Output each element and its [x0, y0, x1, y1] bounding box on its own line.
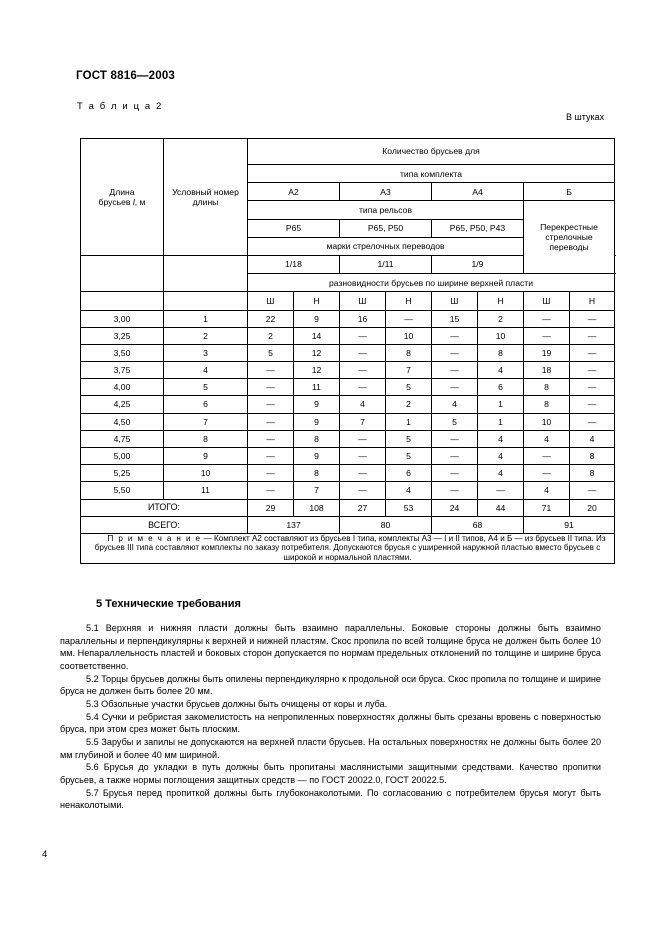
cell-v3: 5	[386, 379, 432, 396]
cell-v4: —	[432, 327, 478, 344]
switch-mark-2: 1/11	[340, 255, 432, 273]
cell-v3: 4	[386, 482, 432, 499]
header-crossing-switches	[524, 201, 615, 274]
header-length-line2a: брусьев	[98, 196, 133, 207]
width-subheader-5: Н	[478, 292, 524, 310]
cell-number: 11	[164, 482, 248, 499]
table-row	[81, 362, 615, 379]
width-subheader-2: Ш	[340, 292, 386, 310]
rail-type-1: Р65	[248, 219, 340, 237]
cell-number: 8	[164, 430, 248, 447]
subtotal-label: ИТОГО:	[81, 499, 248, 516]
cell-length: 4,50	[81, 413, 164, 430]
subtotal-v7: 20	[570, 499, 615, 516]
width-subheader-3: Н	[386, 292, 432, 310]
cell-v2: —	[340, 327, 386, 344]
cell-v1: 8	[294, 465, 340, 482]
crossing-line2: стрелочные	[545, 232, 593, 243]
paragraph-5-5: 5.5 Зарубы и запилы не допускаются на верхней пласти брусьев. На остальных поверхностях не должны быть более 20 мм глубиной и более 40 мм шириной.	[60, 737, 601, 760]
cell-v7: 4	[570, 430, 615, 447]
cell-v6: 19	[524, 344, 570, 361]
grandtotal-v2: 68	[432, 516, 524, 533]
cell-v0: —	[248, 448, 294, 465]
note-text: — Комплект А2 составляют из брусьев I типа, комплекты А3 — I и II типов, А4 и Б — из брусьев II типа. Из брусьев III типа составляют комплекты по заказу потребителя. Допускаются брусья с уширенной наружной пластью вместо брусьев с широкой и нормальной пластями.	[94, 533, 606, 563]
grandtotal-v1: 80	[340, 516, 432, 533]
cell-number: 3	[164, 344, 248, 361]
cell-v7: —	[570, 362, 615, 379]
cell-v0: —	[248, 396, 294, 413]
cell-v7: —	[570, 413, 615, 430]
spacer-number-col-2	[164, 292, 248, 310]
spacer-number-col	[164, 255, 248, 291]
header-kit-type: типа комплекта	[248, 165, 615, 183]
cell-v0: —	[248, 482, 294, 499]
cell-v2: —	[340, 448, 386, 465]
cell-v0: —	[248, 362, 294, 379]
header-switch-marks: марки стрелочных переводов	[248, 237, 524, 255]
cell-v7: —	[570, 482, 615, 499]
rail-type-3: Р65, Р50, Р43	[432, 219, 524, 237]
header-rail-type: типа рельсов	[248, 201, 524, 219]
paragraph-5-7: 5.7 Брусья перед пропиткой должны быть глубоконаколотыми. По согласованию с потребителем брусья могут быть ненаколотыми.	[60, 787, 601, 811]
cell-number: 6	[164, 396, 248, 413]
cell-number: 1	[164, 310, 248, 327]
subtotal-v6: 71	[524, 499, 570, 516]
cell-v7: —	[570, 379, 615, 396]
cell-v6: —	[524, 327, 570, 344]
cell-length: 3,75	[81, 362, 164, 379]
cell-v4: —	[432, 344, 478, 361]
cell-v5: 4	[478, 465, 524, 482]
cell-v5: 8	[478, 344, 524, 361]
paragraph-5-6: 5.6 Брусья до укладки в путь должны быть пропитаны маслянистыми защитными средствами. Качество пропитки брусьев, а также нормы поглощения защитных средств — по ГОСТ 20022.0, ГОСТ 20022.5.	[60, 762, 601, 786]
table-row	[81, 379, 615, 396]
cell-v5: 4	[478, 362, 524, 379]
cell-v4: —	[432, 362, 478, 379]
cell-v0: 2	[248, 327, 294, 344]
cell-v4: —	[432, 448, 478, 465]
cell-length: 5,00	[81, 448, 164, 465]
cell-length: 3,50	[81, 344, 164, 361]
paragraph-5-4: 5.4 Сучки и ребристая закомелистость на непропиленных поверхностях должны быть срезаны вровень с поверхностью бруса, при этом срез может быть плоским.	[60, 711, 601, 735]
cell-v6: 4	[524, 430, 570, 447]
spacer-length-col	[81, 255, 164, 291]
grandtotal-row	[81, 516, 615, 533]
cell-length: 4,00	[81, 379, 164, 396]
cell-v3: 5	[386, 430, 432, 447]
cell-v1: 8	[294, 430, 340, 447]
cell-v7: —	[570, 344, 615, 361]
cell-v1: 12	[294, 344, 340, 361]
cell-v7: 8	[570, 465, 615, 482]
cell-number: 9	[164, 448, 248, 465]
cell-v3: —	[386, 310, 432, 327]
header-length	[81, 139, 164, 256]
cell-v2: 16	[340, 310, 386, 327]
cell-v1: 9	[294, 448, 340, 465]
cell-v5: 4	[478, 430, 524, 447]
kit-type-a3: А3	[340, 183, 432, 201]
table-row	[81, 482, 615, 499]
cell-v0: —	[248, 413, 294, 430]
spacer-length-col-2	[81, 292, 164, 310]
cell-v4: 15	[432, 310, 478, 327]
cell-v4: 4	[432, 396, 478, 413]
table-row	[81, 430, 615, 447]
cell-length: 5,25	[81, 465, 164, 482]
cell-number: 10	[164, 465, 248, 482]
header-nominal-number	[164, 139, 248, 256]
cell-v6: —	[524, 465, 570, 482]
units-label: В штуках	[566, 112, 605, 122]
cell-v0: 5	[248, 344, 294, 361]
cell-v3: 1	[386, 413, 432, 430]
table-row	[81, 344, 615, 361]
table-row	[81, 396, 615, 413]
subtotal-v4: 24	[432, 499, 478, 516]
cell-v4: —	[432, 430, 478, 447]
cell-v7: —	[570, 327, 615, 344]
paragraph-5-2: 5.2 Торцы брусьев должны быть опилены перпендикулярно к продольной оси бруса. Скос пропила по толщине и ширине бруса не должен быть более 20 мм.	[60, 673, 601, 697]
cell-v0: —	[248, 465, 294, 482]
subtotal-v2: 27	[340, 499, 386, 516]
cell-v6: —	[524, 448, 570, 465]
cell-v4: —	[432, 379, 478, 396]
cell-v6: 4	[524, 482, 570, 499]
cell-v2: —	[340, 344, 386, 361]
cell-v6: 10	[524, 413, 570, 430]
cell-v6: 18	[524, 362, 570, 379]
note-row	[81, 533, 615, 563]
cell-v1: 12	[294, 362, 340, 379]
cell-v0: —	[248, 430, 294, 447]
cell-number: 7	[164, 413, 248, 430]
cell-v3: 8	[386, 344, 432, 361]
cell-v6: —	[524, 310, 570, 327]
rail-type-2: Р65, Р50	[340, 219, 432, 237]
cell-v4: —	[432, 482, 478, 499]
header-quantity-for: Количество брусьев для	[248, 139, 615, 165]
cell-length: 3,00	[81, 310, 164, 327]
table-row	[81, 413, 615, 430]
table-note	[81, 533, 615, 563]
paragraph-5-1: 5.1 Верхняя и нижняя пласти должны быть взаимно параллельны. Боковые стороны должны быть взаимно параллельны и перпендикулярны к верхней и нижней пластям. Скос пропила по всей толщине бруса не должен быть более 10 мм. Непараллельность пластей и боковых сторон допускается по нормам предельных отклонений по толщине и ширине бруса соответственно.	[60, 623, 601, 672]
width-subheader-0: Ш	[248, 292, 294, 310]
cell-v3: 6	[386, 465, 432, 482]
paragraph-5-3: 5.3 Обзольные участки брусьев должны быть очищены от коры и луба.	[86, 699, 388, 710]
cell-v7: —	[570, 396, 615, 413]
switch-mark-3: 1/9	[432, 255, 524, 273]
grandtotal-v0: 137	[248, 516, 340, 533]
cell-v7: —	[570, 310, 615, 327]
width-subheader-7: Н	[570, 292, 615, 310]
crossing-line3: переводы	[549, 242, 589, 253]
width-subheader-6: Ш	[524, 292, 570, 310]
cell-v2: —	[340, 379, 386, 396]
cell-v4: —	[432, 465, 478, 482]
cell-v7: 8	[570, 448, 615, 465]
header-length-line2b: , м	[134, 196, 146, 207]
cell-number: 2	[164, 327, 248, 344]
subtotal-v0: 29	[248, 499, 294, 516]
cell-v3: 10	[386, 327, 432, 344]
specification-table	[80, 138, 615, 564]
section-body	[60, 622, 601, 812]
table-row	[81, 310, 615, 327]
table-row	[81, 465, 615, 482]
cell-number: 5	[164, 379, 248, 396]
subtotal-v1: 108	[294, 499, 340, 516]
cell-length: 3,25	[81, 327, 164, 344]
cell-v6: 8	[524, 379, 570, 396]
cell-number: 4	[164, 362, 248, 379]
cell-v3: 5	[386, 448, 432, 465]
cell-v1: 14	[294, 327, 340, 344]
cell-length: 5,50	[81, 482, 164, 499]
table-row	[81, 327, 615, 344]
width-subheader-1: Н	[294, 292, 340, 310]
cell-v3: 7	[386, 362, 432, 379]
cell-v2: —	[340, 482, 386, 499]
cell-v6: 8	[524, 396, 570, 413]
table-caption: Т а б л и ц а 2	[77, 101, 163, 112]
cell-v5: 6	[478, 379, 524, 396]
grandtotal-label: ВСЕГО:	[81, 516, 248, 533]
cell-v2: —	[340, 465, 386, 482]
cell-v5: 1	[478, 413, 524, 430]
table-2	[80, 138, 614, 564]
section-heading: 5 Технические требования	[96, 598, 241, 610]
standard-number: ГОСТ 8816—2003	[76, 70, 176, 82]
subtotal-v3: 53	[386, 499, 432, 516]
subtotal-row	[81, 499, 615, 516]
cell-v0: 22	[248, 310, 294, 327]
cell-v5: 4	[478, 448, 524, 465]
crossing-line1: Перекрестные	[540, 222, 598, 233]
cell-v2: 7	[340, 413, 386, 430]
cell-v3: 2	[386, 396, 432, 413]
kit-type-a2: А2	[248, 183, 340, 201]
table-row	[81, 448, 615, 465]
width-subheader-4: Ш	[432, 292, 478, 310]
cell-v4: 5	[432, 413, 478, 430]
kit-type-a4: А4	[432, 183, 524, 201]
cell-v5: —	[478, 482, 524, 499]
grandtotal-v3: 91	[524, 516, 615, 533]
page-number: 4	[42, 849, 48, 860]
cell-v1: 9	[294, 396, 340, 413]
cell-v0: —	[248, 379, 294, 396]
cell-v1: 9	[294, 413, 340, 430]
header-length-symbol: l	[132, 196, 135, 207]
subtotal-v5: 44	[478, 499, 524, 516]
cell-v2: —	[340, 430, 386, 447]
switch-mark-1: 1/18	[248, 255, 340, 273]
cell-v1: 7	[294, 482, 340, 499]
cell-v5: 10	[478, 327, 524, 344]
header-plank-varieties: разновидности брусьев по ширине верхней пласти	[248, 274, 615, 292]
cell-length: 4,25	[81, 396, 164, 413]
kit-type-b: Б	[524, 183, 615, 201]
cell-v2: 4	[340, 396, 386, 413]
header-nominal-line2: длины	[192, 196, 219, 207]
cell-length: 4,75	[81, 430, 164, 447]
cell-v1: 11	[294, 379, 340, 396]
cell-v1: 9	[294, 310, 340, 327]
header-nominal-line1: Условный номер	[172, 186, 239, 197]
cell-v2: —	[340, 362, 386, 379]
note-keyword: П р и м е ч а н и е	[107, 533, 202, 543]
header-length-line1: Длина	[109, 186, 135, 197]
cell-v5: 1	[478, 396, 524, 413]
cell-v5: 2	[478, 310, 524, 327]
